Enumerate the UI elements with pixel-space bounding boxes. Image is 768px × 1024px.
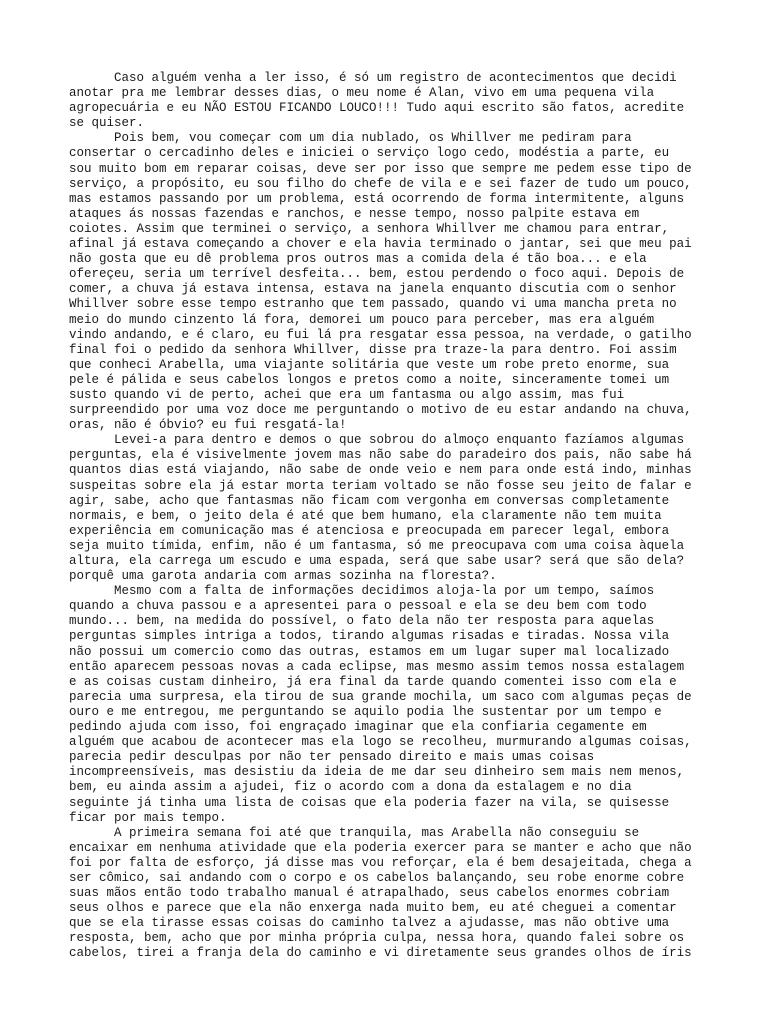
paragraph-3: Levei-a para dentro e demos o que sobrou do almoço enquanto fazíamos algumas perguntas, ela é visivelmente jovem mas não sabe do paradeiro dos pais, não sabe há quantos dias está viajando, não sabe de onde veio e nem para onde está indo, minhas suspeitas sobre ela já estar morta teriam voltado se não fosse seu jeito de falar e agir, sabe, acho que fantasmas não ficam com vergonha em conversas completamente normais, e bem, o jeito dela é até que bem humano, ela claramente não tem muita experiência em comunicação mas é atenciosa e preocupada em parecer legal, embora seja muito tímida, enfim, não é um fantasma, só me preocupava com uma coisa àquela altura, ela carrega um escudo e uma espada, será que sabe usar? será que são dela? porquê uma garota andaria com armas sozinha na floresta?. [69, 433, 692, 584]
paragraph-4: Mesmo com a falta de informações decidimos aloja-la por um tempo, saímos quando a chuva passou e a apresentei para o pessoal e ela se deu bem com todo mundo... bem, na medida do possível, o fato dela não ter resposta para aquelas perguntas simples intriga a todos, tirando algumas risadas e tiradas. Nossa vila não possui um comercio como das outras, estamos em um lugar super mal localizado então aparecem pessoas novas a cada eclipse, mas mesmo assim temos nossa estalagem e as coisas custam dinheiro, já era final da tarde quando comentei isso com ela e parecia uma surpresa, ela tirou de sua grande mochila, um saco com algumas peças de ouro e me entregou, me perguntando se aquilo podia lhe sustentar por um tempo e pedindo ajuda com isso, foi engraçado imaginar que ela confiaria cegamente em alguém que acabou de acontecer mas ela logo se recolheu, murmurando algumas coisas, parecia pedir desculpas por não ter pensado direito e mais umas coisas incompreensíveis, mas desistiu da ideia de me dar seu dinheiro sem mais nem menos, bem, eu ainda assim a ajudei, fiz o acordo com a dona da estalagem e no dia seguinte já tinha uma lista de coisas que ela poderia fazer na vila, se quisesse ficar por mais tempo. [69, 584, 692, 825]
paragraph-2: Pois bem, vou começar com um dia nublado, os Whillver me pediram para consertar o cercadinho deles e iniciei o serviço logo cedo, modéstia a parte, eu sou muito bom em reparar coisas, deve ser por isso que sempre me pedem esse tipo de serviço, a propósito, eu sou filho do chefe de vila e e sei fazer de tudo um pouco, mas estamos passando por um problema, está ocorrendo de forma intermitente, alguns ataques ás nossas fazendas e ranchos, e nesse tempo, nosso palpite estava em coiotes. Assim que terminei o serviço, a senhora Whillver me chamou para entrar, afinal já estava começando a chover e ela havia terminado o jantar, sei que meu pai não gosta que eu dê problema pros outros mas a comida dela é tão boa... e ela ofereçeu, seria um terrível desfeita... bem, estou perdendo o foco aqui. Depois de comer, a chuva já estava intensa, estava na janela enquanto discutia com o senhor Whillver sobre esse tempo estranho que tem passado, quando vi uma mancha preta no meio do mundo cinzento lá fora, demorei um pouco para perceber, mas era alguém vindo andando, e é claro, eu fui lá pra resgatar essa pessoa, na verdade, o gatilho final foi o pedido da senhora Whillver, disse pra traze-la para dentro. Foi assim que conheci Arabella, uma viajante solitária que veste um robe preto enorme, sua pele é pálida e seus cabelos longos e pretos como a noite, sinceramente tomei um susto quando vi de perto, achei que era um fantasma ou algo assim, mas fui surpreendido por uma voz doce me perguntando o motivo de eu estar andando na chuva, oras, não é óbvio? eu fui resgatá-la! [69, 131, 692, 433]
document-page [69, 71, 709, 962]
paragraph-5: A primeira semana foi até que tranquila, mas Arabella não conseguiu se encaixar em nenhuma atividade que ela poderia exercer para se manter e acho que não foi por falta de esforço, já disse mas vou reforçar, ela é bem desajeitada, chega a ser cômico, sai andando com o corpo e os cabelos balançando, seu robe enorme cobre suas mãos então todo trabalho manual é atrapalhado, seus cabelos enormes cobriam seus olhos e parece que ela não enxerga nada muito bem, eu até cheguei a comentar que se ela tirasse essas coisas do caminho talvez a ajudasse, mas não obtive uma resposta, bem, acho que por minha própria culpa, nessa hora, quando falei sobre os cabelos, tirei a franja dela do caminho e vi diretamente seus grandes olhos de íris [69, 825, 692, 961]
paragraph-1: Caso alguém venha a ler isso, é só um registro de acontecimentos que decidi anotar pra me lembrar desses dias, o meu nome é Alan, vivo em uma pequena vila agropecuária e eu NÃO ESTOU FICANDO LOUCO!!! Tudo aqui escrito são fatos, acredite se quiser. [69, 71, 685, 131]
